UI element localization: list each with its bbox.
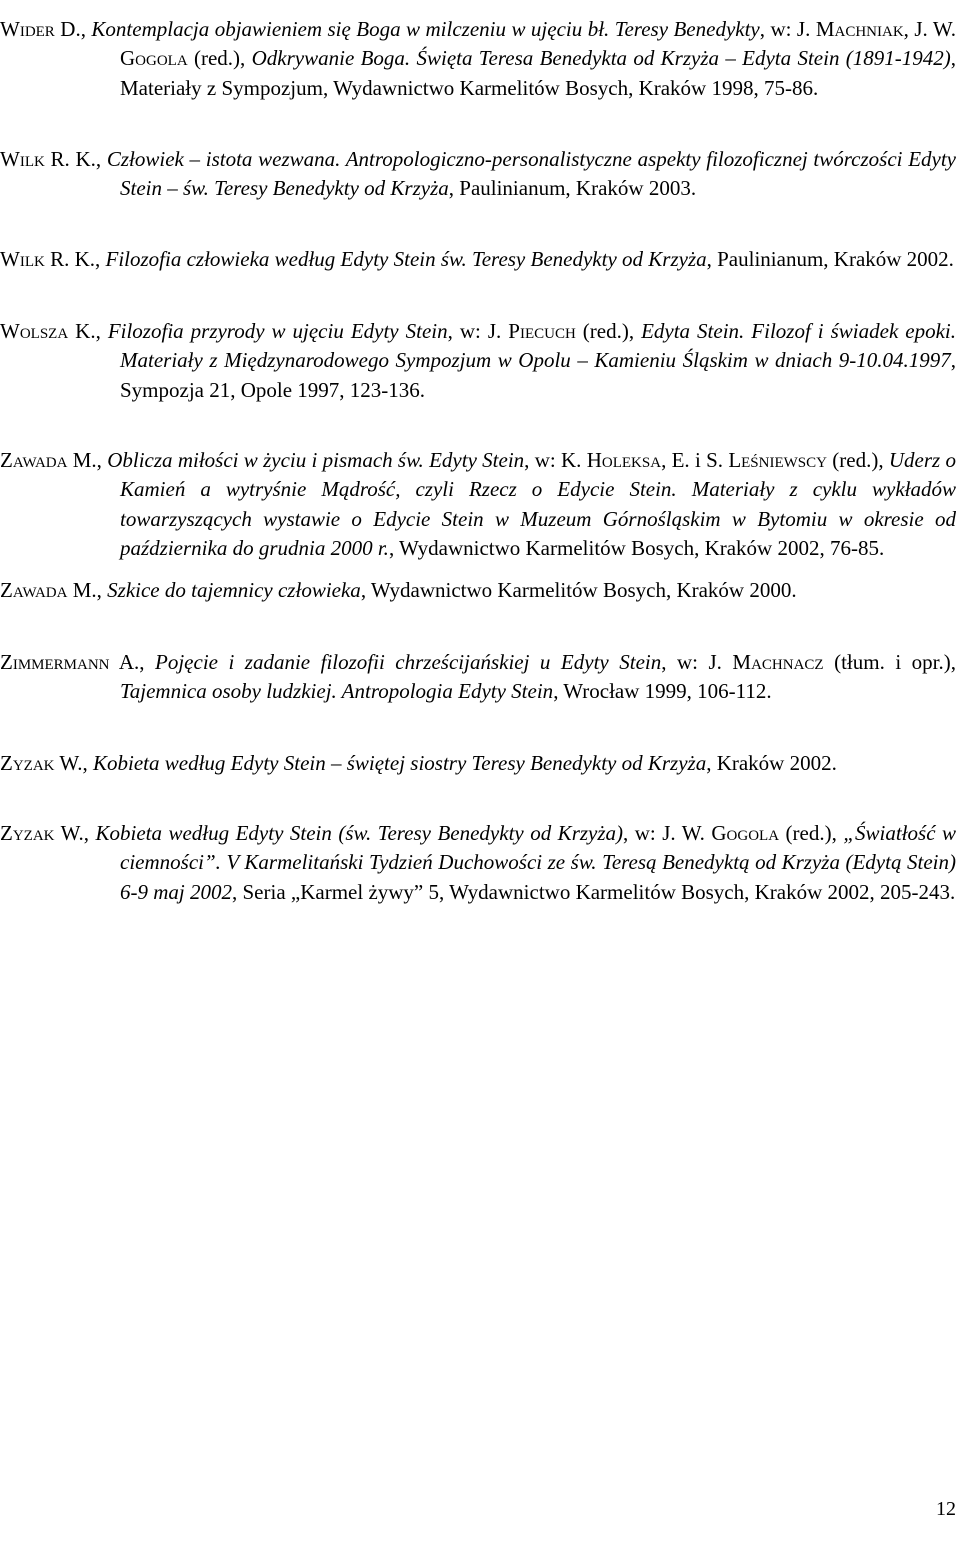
bibliography-entry: Wider D., Kontemplacja objawieniem się Boga w milczeniu w ujęciu bł. Teresy Benedykty, w: J. Machniak, J. W. Gogola (red.), Odkrywanie Boga. Święta Teresa Benedykta od Krzyża – Edyta Stein (1891-1942), Materiały z Sympozjum, Wydawnictwo Karmelitów Bosych, Kraków 1998, 75-86. xyxy=(0,17,957,100)
bibliography-entry: Wolsza K., Filozofia przyrody w ujęciu Edyty Stein, w: J. Piecuch (red.), Edyta Stein. Filozof i świadek epoki. Materiały z Międzynarodowego Sympozjum w Opolu – Kamieniu Śląskim w dniach 9-10.04.1997, Sympozja 21, Opole 1997, 123-136. xyxy=(0,319,956,402)
page-number: 12 xyxy=(936,1498,956,1520)
bibliography-entry: Wilk R. K., Filozofia człowieka według Edyty Stein św. Teresy Benedykty od Krzyża, Paulinianum, Kraków 2002. xyxy=(0,247,954,271)
bibliography-entry: Wilk R. K., Człowiek – istota wezwana. Antropologiczno-personalistyczne aspekty filozoficznej twórczości Edyty Stein – św. Teresy Benedykty od Krzyża, Paulinianum, Kraków 2003. xyxy=(0,147,956,201)
bibliography-entry: Zawada M., Szkice do tajemnicy człowieka, Wydawnictwo Karmelitów Bosych, Kraków 2000. xyxy=(0,578,797,602)
bibliography-entry: Zawada M., Oblicza miłości w życiu i pismach św. Edyty Stein, w: K. Holeksa, E. i S. Leśniewscy (red.), Uderz o Kamień a wytryśnie Mądrość, czyli Rzecz o Edycie Stein. Materiały z cyklu wykładów towarzyszących wystawie o Edycie Stein w Muzeum Górnośląskim w Bytomiu w okresie od października do grudnia 2000 r., Wydawnictwo Karmelitów Bosych, Kraków 2002, 76-85. xyxy=(0,448,956,561)
bibliography-entry: Zyzak W., Kobieta według Edyty Stein (św. Teresy Benedykty od Krzyża), w: J. W. Gogola (red.), „Światłość w ciemności”. V Karmelitański Tydzień Duchowości ze św. Teresą Benedyktą od Krzyża (Edytą Stein) 6-9 maj 2002, Seria „Karmel żywy” 5, Wydawnictwo Karmelitów Bosych, Kraków 2002, 205-243. xyxy=(0,821,956,904)
bibliography-entry: Zyzak W., Kobieta według Edyty Stein – świętej siostry Teresy Benedykty od Krzyża, Kraków 2002. xyxy=(0,751,837,775)
bibliography-entry: Zimmermann A., Pojęcie i zadanie filozofii chrześcijańskiej u Edyty Stein, w: J. Machnacz (tłum. i opr.), Tajemnica osoby ludzkiej. Antropologia Edyty Stein, Wrocław 1999, 106-112. xyxy=(0,650,956,704)
